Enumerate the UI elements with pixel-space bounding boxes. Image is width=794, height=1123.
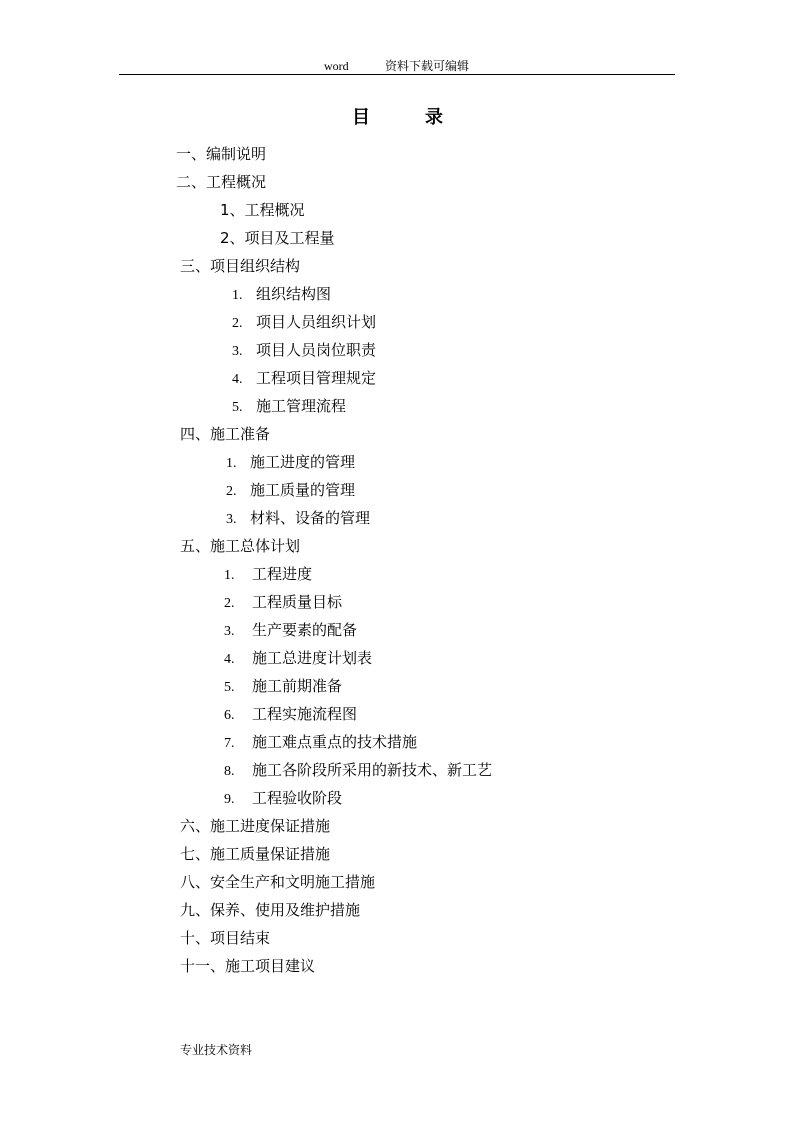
toc-subitem-text: 组织结构图 xyxy=(256,285,332,303)
toc-section-10: 十、项目结束 xyxy=(180,929,271,947)
toc-subitem-number: 2. xyxy=(232,316,243,331)
toc-subitem xyxy=(224,675,342,697)
toc-section-5: 五、施工总体计划 xyxy=(180,537,301,555)
toc-subitem-text: 施工难点重点的技术措施 xyxy=(252,733,418,751)
toc-subitem xyxy=(232,367,376,389)
toc-subitem xyxy=(232,339,376,361)
toc-section-4: 四、施工准备 xyxy=(180,425,271,443)
toc-section-7: 七、施工质量保证措施 xyxy=(180,845,331,863)
toc-subitem xyxy=(224,563,312,585)
toc-subitem xyxy=(226,451,355,473)
toc-subitem-text: 施工质量的管理 xyxy=(250,481,356,499)
toc-subitem-number: 3. xyxy=(232,344,243,359)
toc-section-9: 九、保养、使用及维护措施 xyxy=(180,901,361,919)
toc-subitem-number: 9. xyxy=(224,792,235,807)
toc-subitem-number: 3. xyxy=(224,624,235,639)
toc-subitem xyxy=(226,479,355,501)
toc-title-char-2: 录 xyxy=(425,107,443,128)
toc-section-8: 八、安全生产和文明施工措施 xyxy=(180,873,376,891)
toc-subitem-number: 4. xyxy=(232,372,243,387)
toc-subitem-2-2: 2、项目及工程量 xyxy=(220,229,335,247)
toc-subitem-text: 项目人员组织计划 xyxy=(256,313,377,331)
toc-subitem-text: 项目人员岗位职责 xyxy=(256,341,377,359)
toc-subitem-text: 施工前期准备 xyxy=(252,677,343,695)
toc-subitem-number: 1. xyxy=(232,288,243,303)
toc-subitem-text: 施工管理流程 xyxy=(256,397,347,415)
toc-subitem xyxy=(224,647,372,669)
toc-subitem-number: 4. xyxy=(224,652,235,667)
toc-subitem-number: 6. xyxy=(224,708,235,723)
toc-subitem-number: 1. xyxy=(226,456,237,471)
toc-subitem-number: 7. xyxy=(224,736,235,751)
toc-subitem xyxy=(232,311,376,333)
toc-subitem-2-1: 1、工程概况 xyxy=(220,201,305,219)
toc-subitem-text: 施工各阶段所采用的新技术、新工艺 xyxy=(252,761,493,779)
toc-subitem-number: 5. xyxy=(232,400,243,415)
toc-subitem xyxy=(224,591,342,613)
toc-subitem-text: 工程验收阶段 xyxy=(252,789,343,807)
toc-subitem-text: 工程实施流程图 xyxy=(252,705,358,723)
toc-section-2: 二、工程概况 xyxy=(176,173,267,191)
toc-subitem xyxy=(224,759,492,781)
toc-subitem xyxy=(232,283,331,305)
toc-subitem-number: 3. xyxy=(226,512,237,527)
toc-subitem xyxy=(224,703,357,725)
toc-subitem xyxy=(224,787,342,809)
toc-subitem-text: 工程质量目标 xyxy=(252,593,343,611)
toc-section-6: 六、施工进度保证措施 xyxy=(180,817,331,835)
toc-subitem-number: 5. xyxy=(224,680,235,695)
toc-subitem xyxy=(224,619,357,641)
toc-subitem-text: 工程项目管理规定 xyxy=(256,369,377,387)
toc-subitem-number: 2. xyxy=(226,484,237,499)
toc-subitem-text: 施工总进度计划表 xyxy=(252,649,373,667)
toc-subitem xyxy=(232,395,346,417)
toc-subitem-text: 生产要素的配备 xyxy=(252,621,358,639)
page-footer: 专业技术资料 xyxy=(180,1043,253,1057)
toc-subitem xyxy=(226,507,370,529)
toc-subitem-number: 1. xyxy=(224,568,235,583)
toc-subitem-text: 材料、设备的管理 xyxy=(250,509,371,527)
toc-title xyxy=(0,105,794,131)
toc-subitem-text: 施工进度的管理 xyxy=(250,453,356,471)
toc-title-char-1: 目 xyxy=(352,107,370,128)
header-left-text: word xyxy=(324,59,349,73)
toc-section-1: 一、编制说明 xyxy=(176,145,267,163)
toc-subitem-number: 8. xyxy=(224,764,235,779)
page-header xyxy=(0,57,794,75)
header-rule xyxy=(119,74,675,75)
toc-section-3: 三、项目组织结构 xyxy=(180,257,301,275)
toc-section-11: 十一、施工项目建议 xyxy=(180,957,316,975)
header-right-text: 资料下载可编辑 xyxy=(385,59,470,73)
toc-subitem-text: 工程进度 xyxy=(252,565,313,583)
toc-subitem xyxy=(224,731,417,753)
toc-subitem-number: 2. xyxy=(224,596,235,611)
